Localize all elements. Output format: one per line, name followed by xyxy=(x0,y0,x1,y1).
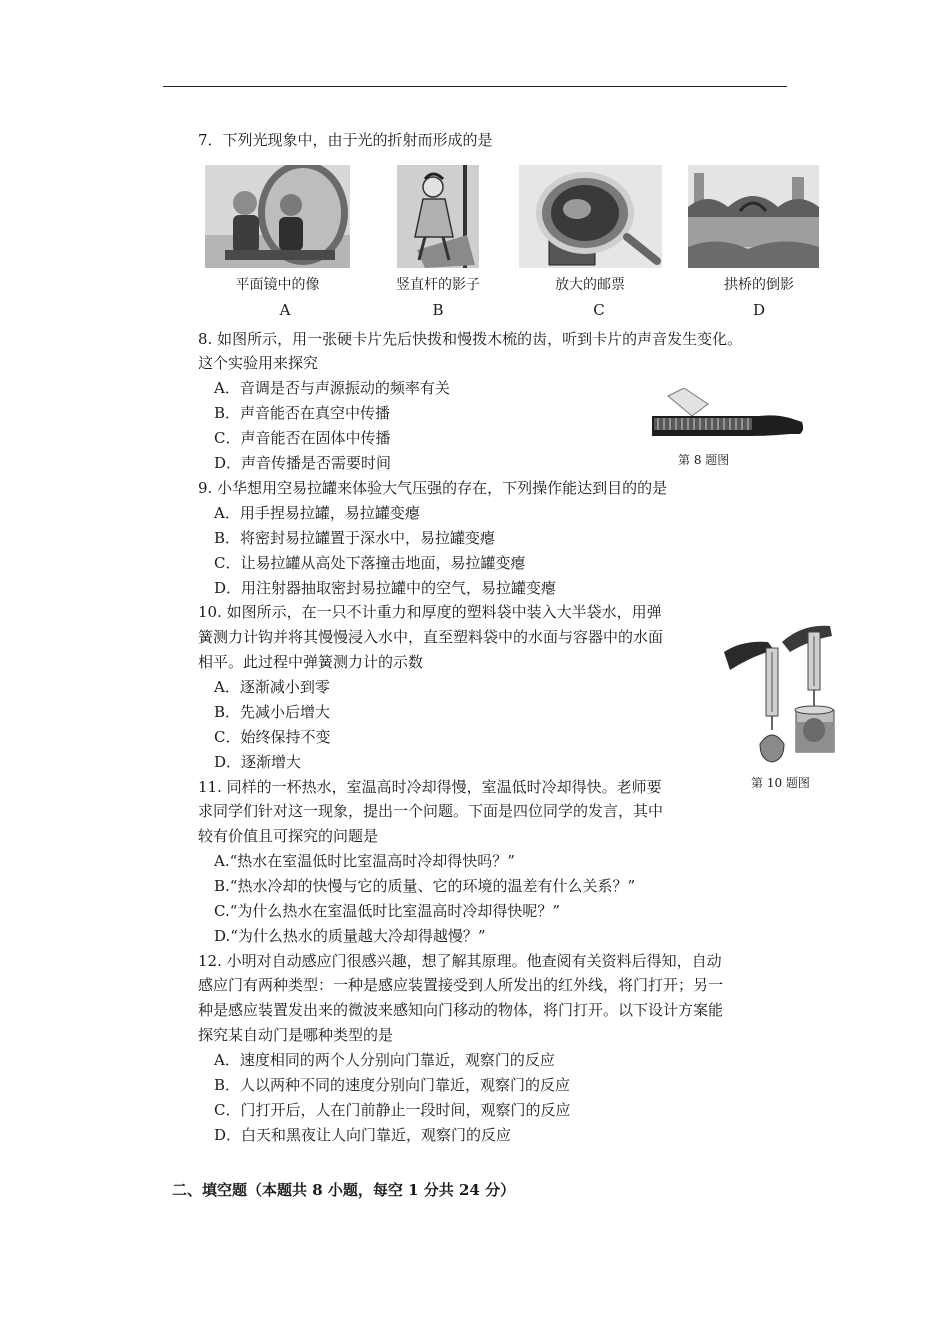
q7-image-c-magnifier xyxy=(519,165,662,268)
q7-letter-a: A xyxy=(279,301,291,319)
q11-stem-line-2: 求同学们针对这一现象，提出一个问题。下面是四位同学的发言，其中 xyxy=(198,802,664,820)
q11-stem-line-1: 11. 同样的一杯热水，室温高时冷却得慢，室温低时冷却得快。老师要 xyxy=(198,778,662,796)
q8-option-d: D．声音传播是否需要时间 xyxy=(214,454,392,472)
section-2-heading: 二、填空题（本题共 8 小题，每空 1 分共 24 分） xyxy=(172,1181,516,1199)
q7-letter-d: D xyxy=(752,301,766,319)
q9-stem: 9. 小华想用空易拉罐来体验大气压强的存在，下列操作能达到目的的是 xyxy=(198,479,668,497)
q7-image-b-shadow xyxy=(397,165,479,268)
q9-option-a: A．用手捏易拉罐，易拉罐变瘪 xyxy=(214,504,420,522)
q7-letter-b: B xyxy=(432,301,444,319)
q8-option-c: C．声音能否在固体中传播 xyxy=(214,429,391,447)
q8-option-b: B．声音能否在真空中传播 xyxy=(214,404,391,422)
q10-figure-spring-balance xyxy=(722,622,838,767)
q7-image-a-mirror xyxy=(205,165,350,268)
q11-option-c: C.“为什么热水在室温低时比室温高时冷却得快呢？” xyxy=(214,902,561,920)
q10-stem-line-1: 10. 如图所示，在一只不计重力和厚度的塑料袋中装入大半袋水，用弹 xyxy=(198,603,662,621)
q7-caption-a: 平面镜中的像 xyxy=(235,277,320,293)
q8-stem-line-2: 这个实验用来探究 xyxy=(198,354,319,372)
q7-stem: 7．下列光现象中，由于光的折射而形成的是 xyxy=(198,131,493,149)
q12-option-c: C．门打开后，人在门前静止一段时间，观察门的反应 xyxy=(214,1101,571,1119)
q8-stem-line-1: 8. 如图所示，用一张硬卡片先后快拨和慢拨木梳的齿，听到卡片的声音发生变化。 xyxy=(198,330,743,348)
q7-caption-d: 拱桥的倒影 xyxy=(724,277,794,293)
q8-figure-comb-card xyxy=(650,388,805,440)
q9-option-d: D．用注射器抽取密封易拉罐中的空气，易拉罐变瘪 xyxy=(214,579,557,597)
q10-stem-line-3: 相平。此过程中弹簧测力计的示数 xyxy=(198,653,424,671)
q10-stem-line-2: 簧测力计钩并将其慢慢浸入水中，直至塑料袋中的水面与容器中的水面 xyxy=(198,628,664,646)
q7-letter-c: C xyxy=(593,301,605,319)
q11-option-b: B.“热水冷却的快慢与它的质量、它的环境的温差有什么关系？” xyxy=(214,877,636,895)
q12-stem-line-3: 种是感应装置发出来的微波来感知向门移动的物体，将门打开。以下设计方案能 xyxy=(198,1001,724,1019)
q12-stem-line-4: 探究某自动门是哪种类型的是 xyxy=(198,1026,394,1044)
q11-option-a: A.“热水在室温低时比室温高时冷却得快吗？” xyxy=(214,852,515,870)
q10-option-a: A．逐渐减小到零 xyxy=(214,678,330,696)
q12-stem-line-2: 感应门有两种类型：一种是感应装置接受到人所发出的红外线，将门打开；另一 xyxy=(198,976,724,994)
q7-caption-b: 竖直杆的影子 xyxy=(396,277,480,293)
q7-caption-c: 放大的邮票 xyxy=(555,277,625,293)
q10-option-c: C．始终保持不变 xyxy=(214,728,331,746)
q7-image-d-bridge xyxy=(688,165,819,268)
q12-stem-line-1: 12. 小明对自动感应门很感兴趣，想了解其原理。他查阅有关资料后得知，自动 xyxy=(198,952,722,970)
q12-option-d: D．白天和黑夜让人向门靠近，观察门的反应 xyxy=(214,1126,512,1144)
q10-figure-caption: 第 10 题图 xyxy=(751,776,810,790)
q10-option-b: B．先减小后增大 xyxy=(214,703,331,721)
q9-option-c: C．让易拉罐从高处下落撞击地面，易拉罐变瘪 xyxy=(214,554,526,572)
q8-option-a: A．音调是否与声源振动的频率有关 xyxy=(214,379,450,397)
q12-option-a: A．速度相同的两个人分别向门靠近，观察门的反应 xyxy=(214,1051,555,1069)
q11-option-d: D.“为什么热水的质量越大冷却得越慢？” xyxy=(214,927,486,945)
header-rule xyxy=(163,86,787,87)
q12-option-b: B．人以两种不同的速度分别向门靠近，观察门的反应 xyxy=(214,1076,571,1094)
q10-option-d: D．逐渐增大 xyxy=(214,753,302,771)
q11-stem-line-3: 较有价值且可探究的问题是 xyxy=(198,827,379,845)
q8-figure-caption: 第 8 题图 xyxy=(678,453,730,467)
q9-option-b: B．将密封易拉罐置于深水中，易拉罐变瘪 xyxy=(214,529,496,547)
